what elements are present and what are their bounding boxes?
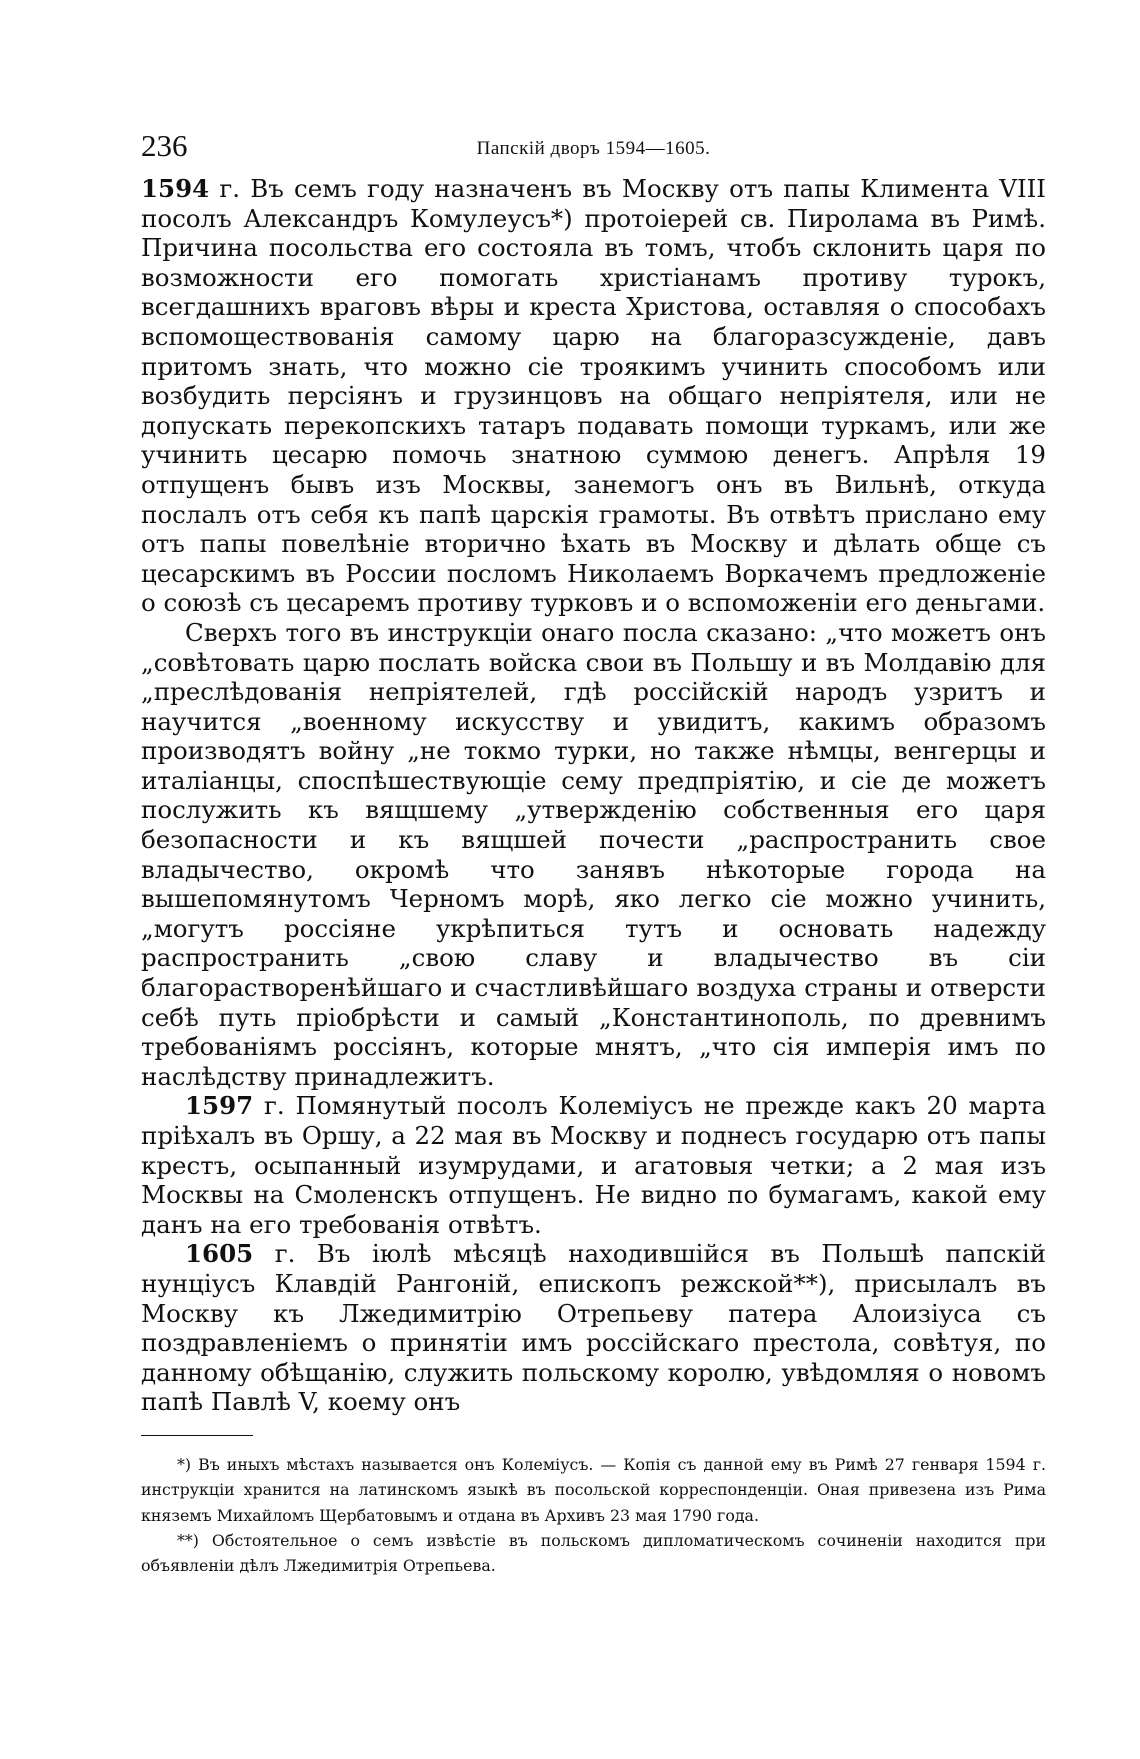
paragraph-1594 [141,174,1046,618]
footnote-1: *) Въ иныхъ мѣстахъ называется онъ Колеміусъ. — Копія съ данной ему въ Римѣ 27 генваря 1594 г. инструкціи хранится на латинскомъ языкѣ въ посольской корреспонденціи. Оная привезена изъ Рима княземъ Михайломъ Щербатовымъ и отдана въ Архивъ 23 мая 1790 года. [141,1454,1046,1525]
running-header [141,128,1046,168]
paragraph-1597 [141,1091,1046,1239]
footnote-2: **) Обстоятельное о семъ извѣстіе въ польскомъ дипломатическомъ сочиненіи находится при объявленіи дѣлъ Лжедимитрія Отрепьева. [141,1530,1046,1576]
year-1597: 1597 [185,1091,254,1121]
document-page [141,128,1046,1578]
paragraph-text: г. Помянутый посолъ Колеміусъ не прежде какъ 20 марта пріѣхалъ въ Оршу, а 22 мая въ Москву и поднесъ государю отъ папы крестъ, осыпанный изумрудами, и агатовыя четки; а 2 мая изъ Москвы на Смоленскъ отпущенъ. Не видно по бумагамъ, какой ему данъ на его требованія отвѣтъ. [141,1091,1046,1239]
paragraph-instruction [141,618,1046,1092]
main-text [141,174,1046,1417]
footnote-divider [141,1435,253,1436]
paragraph-text: г. Въ семъ году назначенъ въ Москву отъ папы Климента VIII посолъ Александръ Комулеусъ*) протоіерей св. Пиролама въ Римѣ. Причина посольства его состояла въ томъ, чтобъ склонить царя по возможности его помогать христіанамъ противу турокъ, всегдашнихъ враговъ вѣры и креста Христова, оставляя о способахъ вспомоществованія самому царю на благоразсужденіе, давъ притомъ знать, что можно сіе троякимъ учинить способомъ или возбудить персіянъ и грузинцовъ на общаго непріятеля, или не допускать перекопскихъ татаръ подавать помощи туркамъ, или же учинить цесарю помочь знатною суммою денегъ. Апрѣля 19 отпущенъ бывъ изъ Москвы, занемогъ онъ въ Вильнѣ, откуда послалъ отъ себя къ папѣ царскія грамоты. Въ отвѣтъ прислано ему отъ папы повелѣніе вторично ѣхать въ Москву и дѣлать обще съ цесарскимъ въ России посломъ Николаемъ Воркачемъ предложеніе о союзѣ съ цесаремъ противу турковъ и о вспоможеніи его деньгами. [141,174,1046,618]
paragraph-1605 [141,1239,1046,1417]
year-1594: 1594 [141,174,210,203]
running-title: Папскій дворъ 1594—1605. [476,138,711,159]
page-number: 236 [141,128,188,163]
paragraph-text: Сверхъ того въ инструкціи онаго посла сказано: „что можетъ онъ „совѣтовать царю послать войска свои въ Польшу и въ Молдавію для „преслѣдованія непріятелей, гдѣ россійскій народъ узритъ и научится „военному искусству и увидитъ, какимъ образомъ производятъ войну „не токмо турки, но также нѣмцы, венгерцы и италіанцы, споспѣшествующіе сему предпріятію, и сіе де можетъ послужить къ вящшему „утвержденію собственныя его царя безопасности и къ вящшей почести „распространить свое владычество, окромѣ что занявъ нѣкоторые города на вышепомянутомъ Черномъ морѣ, яко легко сіе можно учинить, „могутъ россіяне укрѣпиться тутъ и основать надежду распространить „свою славу и владычество въ сіи благорастворенѣйшаго и счастливѣйшаго воздуха страны и отверсти себѣ путь пріобрѣсти и самый „Константинополь, по древнимъ требованіямъ россіянъ, которые мнятъ, „что сія имперія имъ по наслѣдству принадлежитъ. [141,617,1046,1091]
paragraph-text: г. Въ іюлѣ мѣсяцѣ находившійся въ Польшѣ папскій нунціусъ Клавдій Рангоній, епископъ режской**), присылалъ въ Москву къ Лжедимитрію Отрепьеву патера Алоизіуса съ поздравленіемъ о принятіи имъ россійскаго престола, совѣтуя, по данному обѣщанію, служить польскому королю, увѣдомляя о новомъ папѣ Павлѣ V, коему онъ [141,1239,1046,1417]
year-1605: 1605 [185,1239,254,1269]
footnotes [141,1452,1046,1578]
